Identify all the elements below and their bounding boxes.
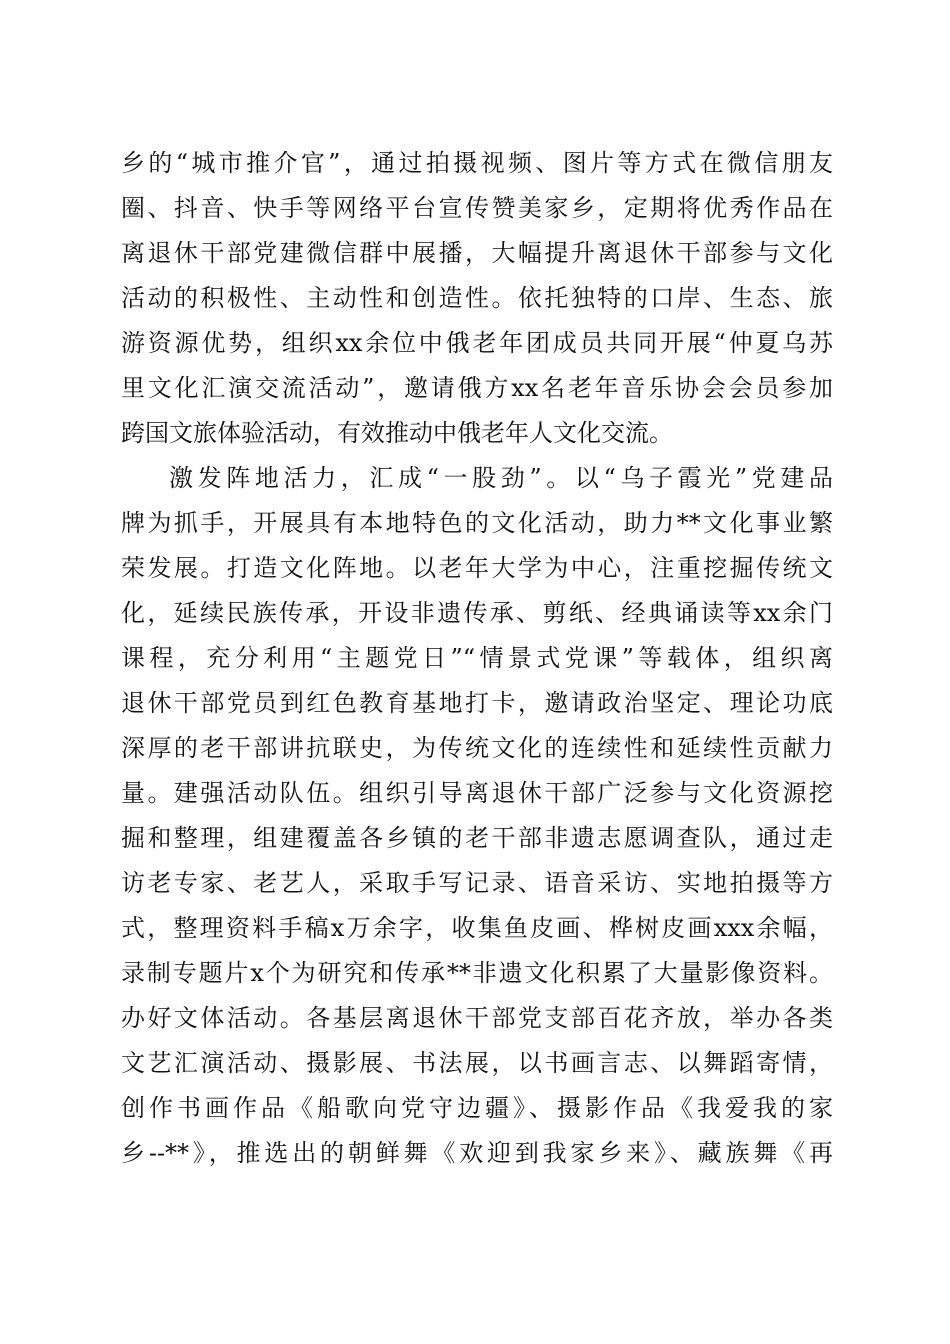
text-line: 录制专题片x个为研究和传承**非遗文化积累了大量影像资料。 — [121, 959, 833, 987]
text-line: 式，整理资料手稿x万余字，收集鱼皮画、桦树皮画xxx余幅， — [121, 914, 833, 942]
text-line: 退休干部党员到红色教育基地打卡，邀请政治坚定、理论功底 — [121, 689, 833, 717]
text-line: 化，延续民族传承，开设非遗传承、剪纸、经典诵读等xx余门 — [121, 599, 833, 627]
text-line: 里文化汇演交流活动”，邀请俄方xx名老年音乐协会会员参加 — [121, 374, 833, 402]
text-line: 游资源优势，组织xx余位中俄老年团成员共同开展“仲夏乌苏 — [121, 329, 833, 357]
document-body — [121, 141, 833, 1176]
text-line: 跨国文旅体验活动，有效推动中俄老年人文化交流。 — [121, 419, 673, 447]
text-line: 乡--**》，推选出的朝鲜舞《欢迎到我家乡来》、藏族舞《再 — [121, 1139, 833, 1167]
text-line: 圈、抖音、快手等网络平台宣传赞美家乡，定期将优秀作品在 — [121, 194, 833, 222]
text-line: 荣发展。打造文化阵地。以老年大学为中心，注重挖掘传统文 — [121, 554, 833, 582]
text-line: 办好文体活动。各基层离退休干部党支部百花齐放，举办各类 — [121, 1004, 833, 1032]
paragraph — [121, 456, 833, 1176]
paragraph — [121, 141, 833, 456]
text-line: 量。建强活动队伍。组织引导离退休干部广泛参与文化资源挖 — [121, 779, 833, 807]
text-line: 访老专家、老艺人，采取手写记录、语音采访、实地拍摄等方 — [121, 869, 833, 897]
text-line: 牌为抓手，开展具有本地特色的文化活动，助力**文化事业繁 — [121, 509, 833, 537]
text-line: 离退休干部党建微信群中展播，大幅提升离退休干部参与文化 — [121, 239, 833, 267]
text-line: 乡的“城市推介官”，通过拍摄视频、图片等方式在微信朋友 — [121, 149, 833, 177]
text-line: 掘和整理，组建覆盖各乡镇的老干部非遗志愿调查队，通过走 — [121, 824, 833, 852]
text-line: 文艺汇演活动、摄影展、书法展，以书画言志、以舞蹈寄情， — [121, 1049, 833, 1077]
text-line: 课程，充分利用“主题党日”“情景式党课”等载体，组织离 — [121, 644, 833, 672]
text-line: 创作书画作品《船歌向党守边疆》、摄影作品《我爱我的家 — [121, 1094, 833, 1122]
text-line: 活动的积极性、主动性和创造性。依托独特的口岸、生态、旅 — [121, 284, 833, 312]
text-line: 深厚的老干部讲抗联史，为传统文化的连续性和延续性贡献力 — [121, 734, 833, 762]
text-line: 激发阵地活力，汇成“一股劲”。以“乌子霞光”党建品 — [169, 464, 833, 492]
